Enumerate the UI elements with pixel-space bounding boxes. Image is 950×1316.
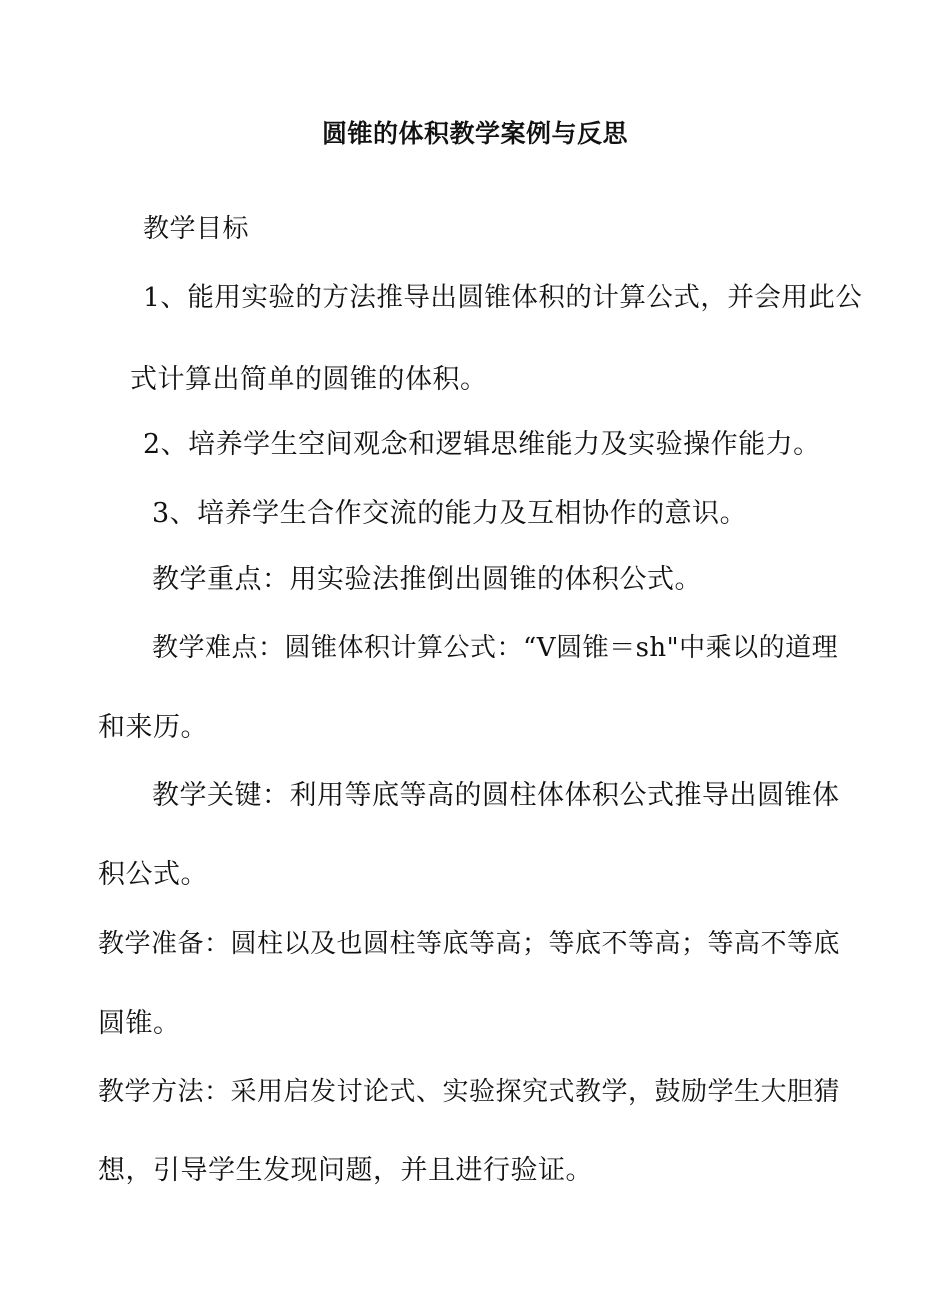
section-heading-objectives: 教学目标	[143, 214, 250, 244]
teaching-focus: 教学重点：用实验法推倒出圆锥的体积公式。	[152, 564, 702, 595]
document-title: 圆锥的体积教学案例与反思	[321, 119, 628, 148]
objective-1-line-2: 式计算出简单的圆锥的体积。	[130, 364, 488, 395]
objective-1-line-1: 1、能用实验的方法推导出圆锥体积的计算公式，并会用此公	[143, 282, 863, 313]
teaching-difficulty-line-1: 教学难点：圆锥体积计算公式：“V圆锥＝sh"中乘以的道理	[152, 633, 839, 663]
teaching-method-line-2: 想，引导学生发现问题，并且进行验证。	[98, 1155, 593, 1186]
teaching-preparation-line-2: 圆锥。	[98, 1008, 181, 1039]
teaching-method-line-1: 教学方法：采用启发讨论式、实验探究式教学，鼓励学生大胆猜	[98, 1077, 841, 1107]
teaching-key-line-1: 教学关键：利用等底等高的圆柱体体积公式推导出圆锥体	[152, 780, 840, 811]
teaching-difficulty-line-2: 和来历。	[98, 712, 208, 743]
teaching-key-line-2: 积公式。	[98, 859, 208, 890]
teaching-preparation-line-1: 教学准备：圆柱以及也圆柱等底等高；等底不等高；等高不等底	[98, 929, 841, 959]
objective-3: 3、培养学生合作交流的能力及互相协作的意识。	[152, 498, 748, 529]
objective-2: 2、培养学生空间观念和逻辑思维能力及实验操作能力。	[143, 429, 821, 460]
